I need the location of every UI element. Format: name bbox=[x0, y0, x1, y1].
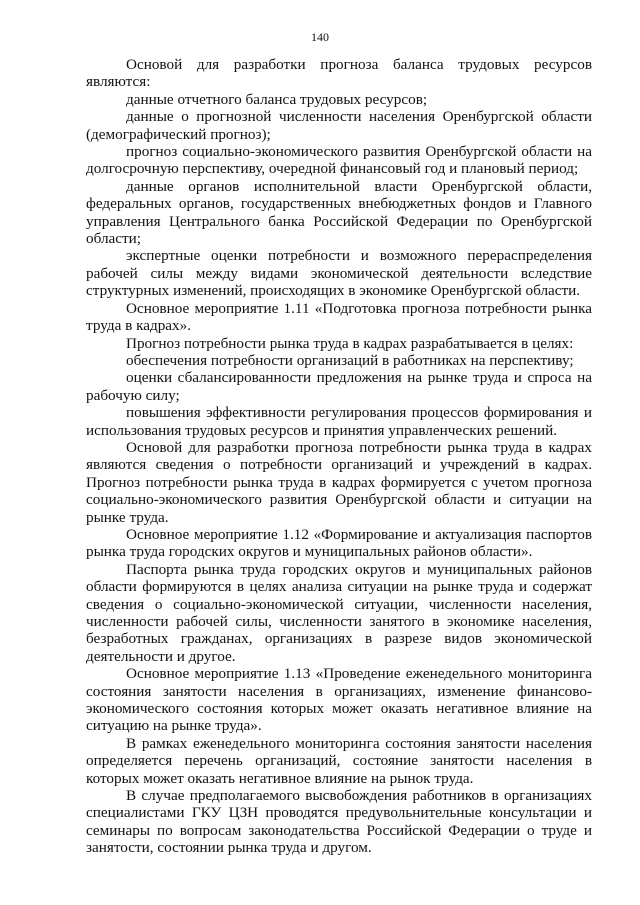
paragraph: обеспечения потребности организаций в работниках на перспективу; bbox=[126, 351, 574, 369]
paragraph: Основное мероприятие 1.12 «Формирование и актуализация паспортов рынка труда городских округов и муниципальных районов области». bbox=[86, 525, 592, 561]
paragraph: В случае предполагаемого высвобождения работников в организациях специалистами ГКУ ЦЗН проводятся предувольнительные консультации и семинары по вопросам законодательства Российской Федерации о труде и занятости, состоянии рынка труда и другом. bbox=[86, 787, 592, 857]
page-number: 140 bbox=[311, 30, 329, 44]
document-body bbox=[86, 56, 592, 857]
paragraph: В рамках еженедельного мониторинга состояния занятости населения определяется перечень организаций, состояние занятости населения в которых может оказать негативное влияние на рынок труда. bbox=[86, 734, 592, 787]
paragraph: экспертные оценки потребности и возможного перераспределения рабочей силы между видами экономической деятельности вследствие структурных изменений, происходящих в экономике Оренбургской области. bbox=[86, 247, 592, 300]
paragraph: повышения эффективности регулирования процессов формирования и использования трудовых ресурсов и принятия управленческих решений. bbox=[86, 404, 592, 439]
paragraph: данные органов исполнительной власти Оренбургской области, федеральных органов, государственных внебюджетных фондов и Главного управления Центрального банка Российской Федерации по Оренбургской области; bbox=[86, 177, 592, 248]
paragraph: Основное мероприятие 1.11 «Подготовка прогноза потребности рынка труда в кадрах». bbox=[86, 299, 592, 335]
paragraph: Основой для разработки прогноза потребности рынка труда в кадрах являются сведения о потребности организаций и учреждений в кадрах. Прогноз потребности рынка труда в кадрах формируется с учетом прогноза социально-экономического развития Оренбургской области и ситуации на рынке труда. bbox=[86, 438, 592, 526]
paragraph: прогноз социально-экономического развития Оренбургской области на долгосрочную перспективу, очередной финансовый год и плановый период; bbox=[86, 143, 592, 178]
paragraph: Прогноз потребности рынка труда в кадрах разрабатывается в целях: bbox=[126, 334, 574, 352]
paragraph: Основное мероприятие 1.13 «Проведение еженедельного мониторинга состояния занятости населения в организациях, изменение финансово-экономического состояния которых может оказать негативное влияние на ситуацию на рынке труда». bbox=[86, 665, 592, 735]
paragraph: оценки сбалансированности предложения на рынке труда и спроса на рабочую силу; bbox=[86, 369, 592, 404]
paragraph: данные отчетного баланса трудовых ресурсов; bbox=[126, 90, 428, 108]
paragraph: Паспорта рынка труда городских округов и муниципальных районов области формируются в целях анализа ситуации на рынке труда и содержат сведения о социально-экономической ситуации, численности населения, численности рабочей силы, численности занятого в экономике населения, безработных гражданах, организациях в разрезе видов экономической деятельности и другое. bbox=[86, 560, 592, 665]
paragraph: Основой для разработки прогноза баланса трудовых ресурсов являются: bbox=[86, 56, 592, 91]
paragraph: данные о прогнозной численности населения Оренбургской области (демографический прогноз); bbox=[86, 108, 592, 143]
